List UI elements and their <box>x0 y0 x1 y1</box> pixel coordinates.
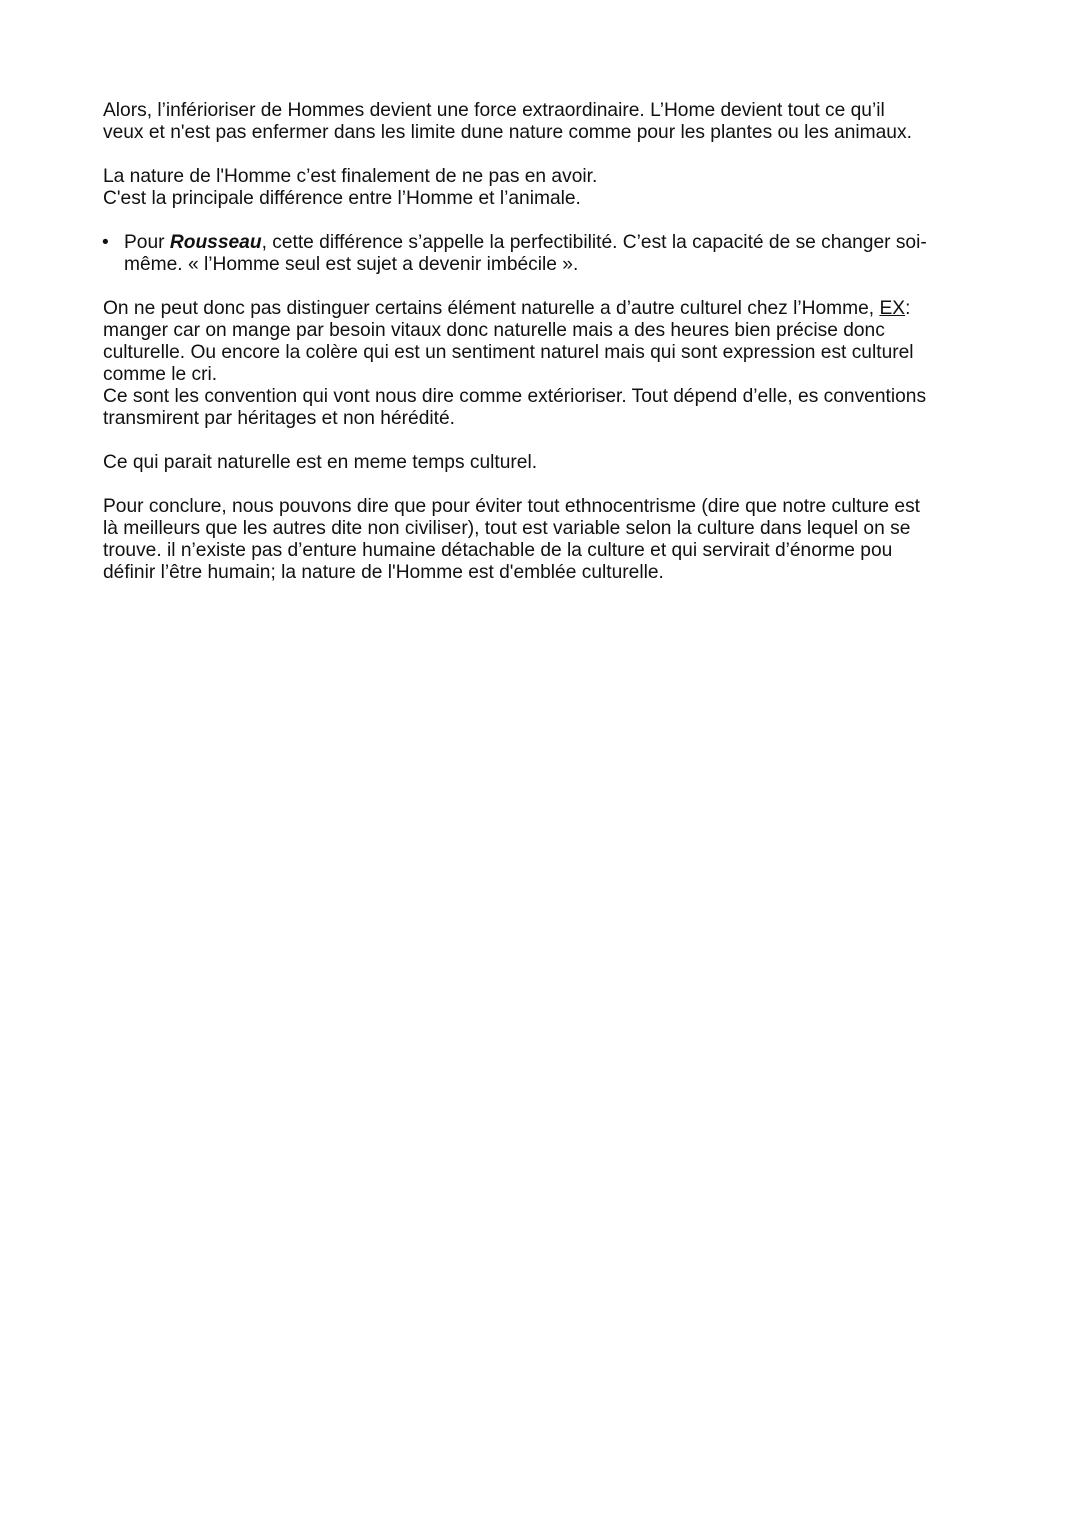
bullet-marker: • <box>102 232 109 253</box>
author-name: Rousseau <box>169 232 262 253</box>
text-line: C'est la principale différence entre l’Homme et l’animale. <box>103 188 581 209</box>
bullet-item-rousseau <box>103 232 983 276</box>
paragraph-inferiority <box>103 100 983 144</box>
document-page <box>103 100 983 606</box>
text-line <box>103 298 983 320</box>
text-line: culturelle. Ou encore la colère qui est un sentiment naturel mais qui sont expression est culturel <box>103 342 914 363</box>
paragraph-appears-natural <box>103 452 983 474</box>
text-line: comme le cri. <box>103 364 218 385</box>
paragraph-nature-of-man <box>103 166 983 210</box>
text-line: définir l’être humain; la nature de l'Homme est d'emblée culturelle. <box>103 562 664 583</box>
text-line: Ce sont les convention qui vont nous dire comme extérioriser. Tout dépend d’elle, es conventions <box>103 386 927 407</box>
text-line: même. « l’Homme seul est sujet a devenir imbécile ». <box>124 254 579 275</box>
text-line: Ce qui parait naturelle est en meme temps culturel. <box>103 452 538 473</box>
text-line: transmirent par héritages et non hérédité. <box>103 408 455 429</box>
text-segment: : <box>905 298 911 319</box>
bullet-prefix: Pour <box>124 232 170 253</box>
text-line: veux et n'est pas enfermer dans les limite dune nature comme pour les plantes ou les animaux. <box>103 122 912 143</box>
text-line: manger car on mange par besoin vitaux donc naturelle mais a des heures bien précise donc <box>103 320 885 341</box>
text-line: trouve. il n’existe pas d’enture humaine détachable de la culture et qui servirait d’énorme pou <box>103 540 893 561</box>
paragraph-natural-cultural <box>103 298 983 430</box>
paragraph-conclusion <box>103 496 983 584</box>
example-label: EX <box>879 298 906 319</box>
text-line <box>124 232 983 254</box>
text-line: La nature de l'Homme c’est finalement de ne pas en avoir. <box>103 166 598 187</box>
text-segment: On ne peut donc pas distinguer certains élément naturelle a d’autre culturel chez l’Homme, <box>103 298 880 319</box>
text-line: là meilleurs que les autres dite non civiliser), tout est variable selon la culture dans lequel on se <box>103 518 911 539</box>
text-line: Alors, l’inférioriser de Hommes devient une force extraordinaire. L’Home devient tout ce qu’il <box>103 100 885 121</box>
text-line: Pour conclure, nous pouvons dire que pour éviter tout ethnocentrisme (dire que notre culture est <box>103 496 921 517</box>
bullet-text: , cette différence s’appelle la perfectibilité. C’est la capacité de se changer soi- <box>261 232 927 253</box>
